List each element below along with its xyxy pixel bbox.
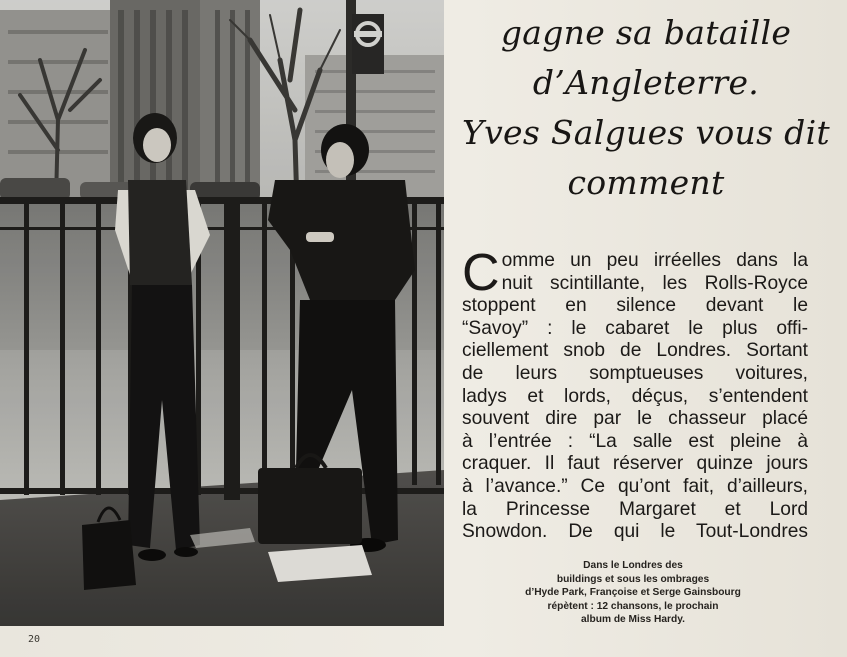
article-line: omme un peu irréelles dans la xyxy=(501,250,808,271)
headline xyxy=(452,8,840,208)
headline-line: comment xyxy=(567,163,725,202)
page-number: 20 xyxy=(28,634,41,645)
article-line: à l’avance.” Ce qu’ont fait, d’ailleurs, xyxy=(462,475,808,497)
photograph xyxy=(0,0,444,626)
article-line: de leurs somptueuses voitures, xyxy=(462,362,808,384)
caption-line: répètent : 12 chansons, le prochain xyxy=(547,600,719,612)
caption-line: Dans le Londres des xyxy=(583,560,683,571)
article-line: ladys et lords, déçus, s’entendent xyxy=(462,385,808,407)
article-line: ciellement snob de Londres. Sortant xyxy=(462,340,808,362)
article-line: à l’entrée : “La salle est pleine à xyxy=(462,430,808,452)
article-line: nuit scintillante, les Rolls-Royce xyxy=(501,272,808,294)
article-line: Snowdon. De qui le Tout-Londres xyxy=(462,521,808,543)
article-body xyxy=(462,244,808,544)
dropcap-block xyxy=(462,244,808,302)
article-line: souvent dire par le chasseur placé xyxy=(462,408,808,430)
article-line: “Savoy” : le cabaret le plus offi- xyxy=(462,317,808,339)
headline-line: d’Angleterre. xyxy=(532,63,760,102)
headline-line: gagne sa bataille xyxy=(500,13,792,52)
headline-line: Yves Salgues vous dit xyxy=(462,113,830,152)
caption-line: album de Miss Hardy. xyxy=(581,614,685,625)
article-line: stoppent en silence devant le xyxy=(462,295,808,317)
photo-caption xyxy=(478,559,788,627)
caption-line: d’Hyde Park, Françoise et Serge Gainsbourg xyxy=(525,587,741,598)
dropcap-letter: C xyxy=(462,244,500,302)
photo-illustration xyxy=(0,0,444,626)
article-line: craquer. Il faut réserver quinze jours xyxy=(462,453,808,475)
caption-line: buildings et sous les ombrages xyxy=(556,573,710,585)
article-line: la Princesse Margaret et Lord xyxy=(462,498,808,520)
